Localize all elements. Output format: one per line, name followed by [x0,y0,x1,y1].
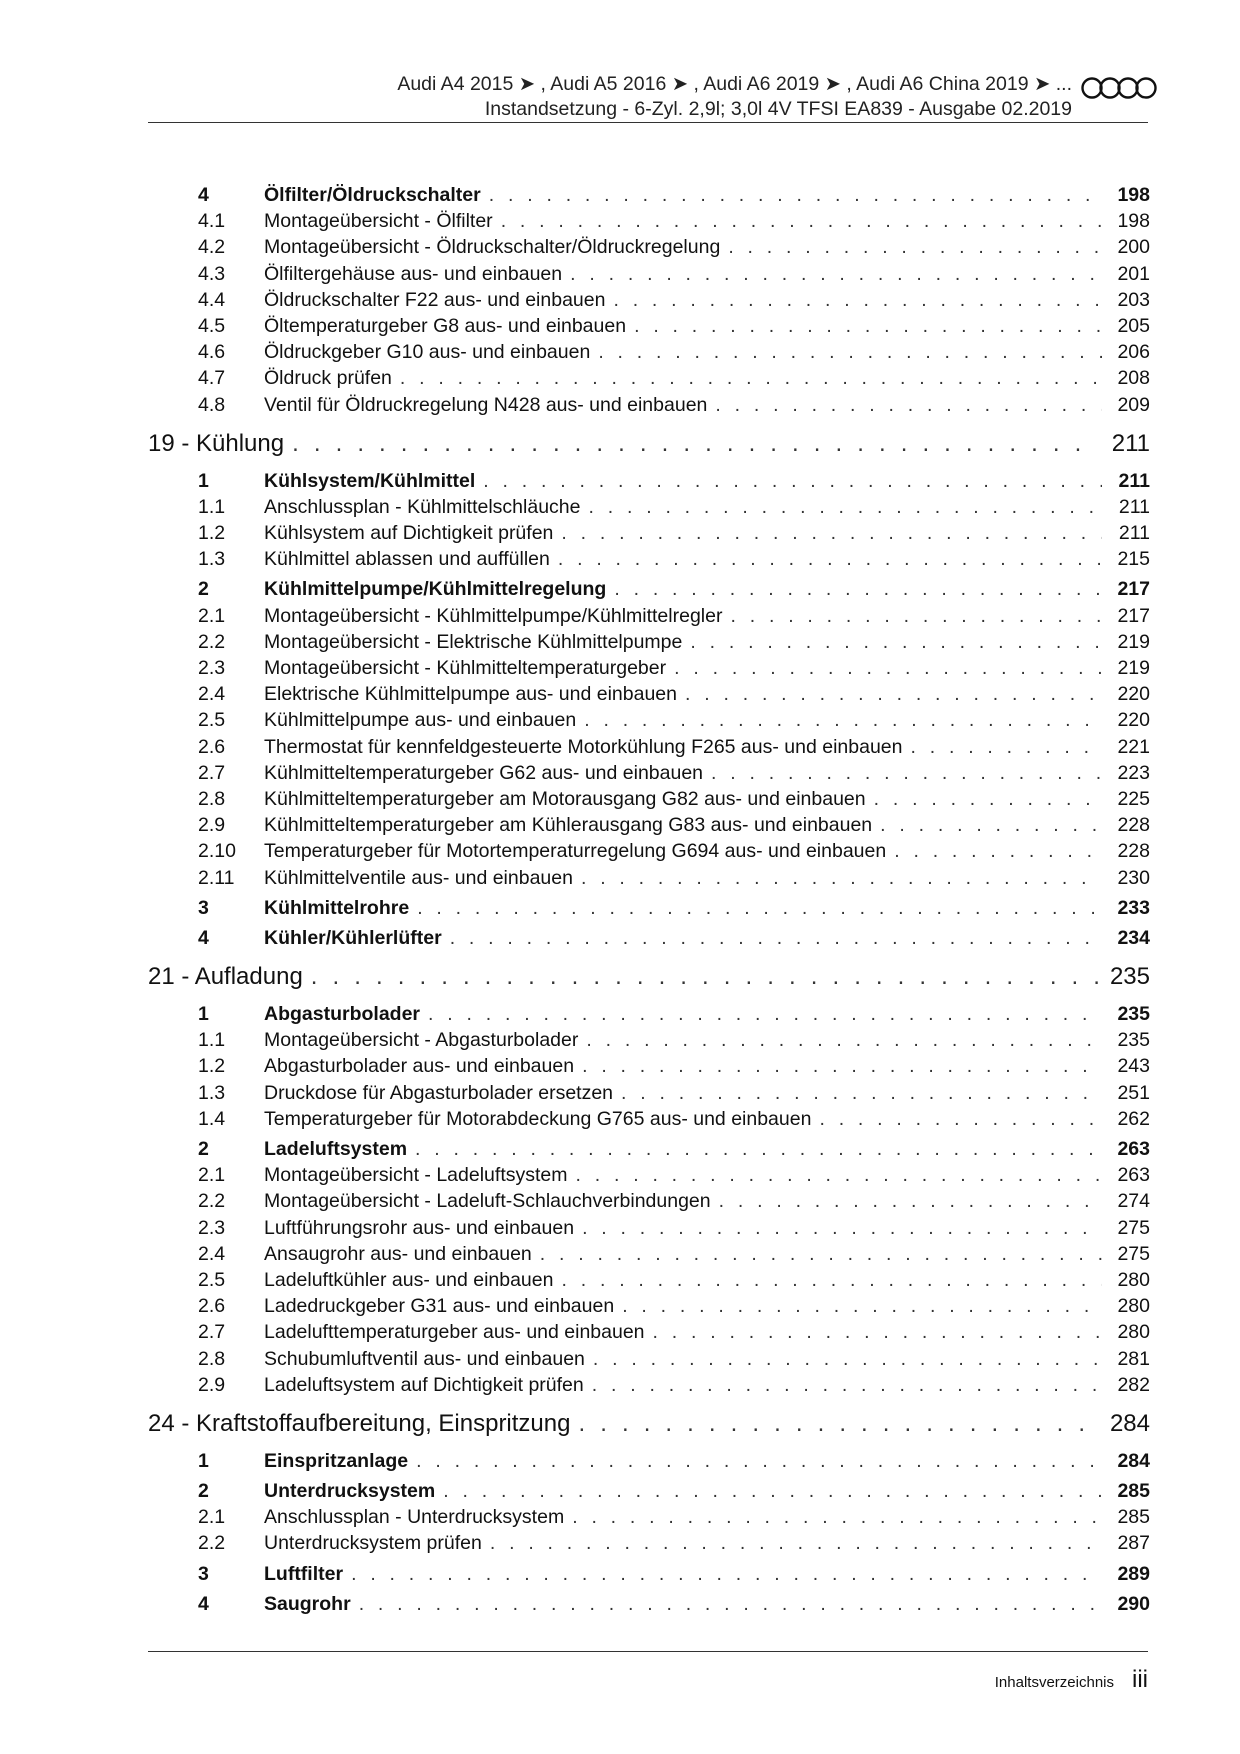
toc-chapter-aufladung[interactable]: 21 - Aufladung . . . 235 [148,963,1150,999]
toc-subsection[interactable]: 2.6 Thermostat für kennfeldgesteuerte Motorkühlung F265 aus- und einbauen . . . 221 [148,736,1150,762]
toc-subsection[interactable]: 4.6 Öldruckgeber G10 aus- und einbauen . . . 206 [148,341,1150,367]
toc-section[interactable]: 2 Ladeluftsystem . . . 263 [148,1138,1150,1164]
footer-section-label: Inhaltsverzeichnis [994,1674,1114,1691]
toc-section[interactable]: 3 Kühlmittelrohre . . . 233 [148,897,1150,923]
toc-subsection[interactable]: 2.3 Montageübersicht - Kühlmitteltemperaturgeber . . . 219 [148,657,1150,683]
toc-subsection[interactable]: 4.8 Ventil für Öldruckregelung N428 aus- und einbauen . . . 209 [148,394,1150,420]
toc-subsection[interactable]: 4.1 Montageübersicht - Ölfilter . . . 198 [148,210,1150,236]
table-of-contents [148,180,1150,1619]
toc-subsection[interactable]: 2.9 Ladeluftsystem auf Dichtigkeit prüfen . . . 282 [148,1374,1150,1400]
toc-subsection[interactable]: 1.1 Montageübersicht - Abgasturbolader . . . 235 [148,1029,1150,1055]
toc-subsection[interactable]: 4.3 Ölfiltergehäuse aus- und einbauen . . . 201 [148,263,1150,289]
toc-subsection[interactable]: 4.4 Öldruckschalter F22 aus- und einbauen . . . 203 [148,289,1150,315]
toc-subsection[interactable]: 2.9 Kühlmitteltemperaturgeber am Kühlerausgang G83 aus- und einbauen . . . 228 [148,814,1150,840]
toc-section[interactable]: 1 Einspritzanlage . . . 284 [148,1450,1150,1476]
toc-section[interactable]: 1 Kühlsystem/Kühlmittel . . . 211 [148,470,1150,496]
toc-subsection[interactable]: 2.8 Kühlmitteltemperaturgeber am Motorausgang G82 aus- und einbauen . . . 225 [148,788,1150,814]
toc-subsection[interactable]: 2.2 Unterdrucksystem prüfen . . . 287 [148,1532,1150,1558]
toc-subsection[interactable]: 2.4 Elektrische Kühlmittelpumpe aus- und einbauen . . . 220 [148,683,1150,709]
toc-subsection[interactable]: 2.10 Temperaturgeber für Motortemperaturregelung G694 aus- und einbauen . . . 228 [148,840,1150,866]
page-number: iii [1132,1666,1148,1693]
toc-subsection[interactable]: 2.8 Schubumluftventil aus- und einbauen . . . 281 [148,1348,1150,1374]
toc-section[interactable]: 3 Luftfilter . . . 289 [148,1563,1150,1589]
toc-subsection[interactable]: 1.2 Kühlsystem auf Dichtigkeit prüfen . . . 211 [148,522,1150,548]
toc-section[interactable]: 1 Abgasturbolader . . . 235 [148,1003,1150,1029]
header-vehicle-line: Audi A4 2015 ➤ , Audi A5 2016 ➤ , Audi A6 2019 ➤ , Audi A6 China 2019 ➤ ... [397,73,1072,95]
toc-subsection[interactable]: 2.5 Kühlmittelpumpe aus- und einbauen . . . 220 [148,709,1150,735]
toc-section[interactable]: 2 Kühlmittelpumpe/Kühlmittelregelung . . . 217 [148,578,1150,604]
toc-subsection[interactable]: 2.5 Ladeluftkühler aus- und einbauen . . . 280 [148,1269,1150,1295]
toc-subsection[interactable]: 2.7 Kühlmitteltemperaturgeber G62 aus- und einbauen . . . 223 [148,762,1150,788]
toc-subsection[interactable]: 1.2 Abgasturbolader aus- und einbauen . . . 243 [148,1055,1150,1081]
toc-subsection[interactable]: 1.1 Anschlussplan - Kühlmittelschläuche . . . 211 [148,496,1150,522]
header-divider [148,122,1148,123]
toc-subsection[interactable]: 4.7 Öldruck prüfen . . . 208 [148,367,1150,393]
footer-divider [148,1651,1148,1652]
toc-subsection[interactable]: 2.1 Montageübersicht - Ladeluftsystem . . . 263 [148,1164,1150,1190]
toc-subsection[interactable]: 2.3 Luftführungsrohr aus- und einbauen . . . 275 [148,1217,1150,1243]
toc-subsection[interactable]: 4.5 Öltemperaturgeber G8 aus- und einbauen . . . 205 [148,315,1150,341]
toc-chapter-kraftstoff[interactable]: 24 - Kraftstoffaufbereitung, Einspritzung . . . 284 [148,1410,1150,1446]
toc-section[interactable]: 4 Saugrohr . . . 290 [148,1593,1150,1619]
toc-subsection[interactable]: 2.2 Montageübersicht - Ladeluft-Schlauchverbindungen . . . 274 [148,1190,1150,1216]
toc-subsection[interactable]: 2.2 Montageübersicht - Elektrische Kühlmittelpumpe . . . 219 [148,631,1150,657]
toc-chapter-kuehlung[interactable]: 19 - Kühlung . . . 211 [148,430,1150,466]
toc-subsection[interactable]: 4.2 Montageübersicht - Öldruckschalter/Öldruckregelung . . . 200 [148,236,1150,262]
toc-section[interactable]: 4 Kühler/Kühlerlüfter . . . 234 [148,927,1150,953]
page-header [397,72,1072,122]
toc-subsection[interactable]: 2.4 Ansaugrohr aus- und einbauen . . . 275 [148,1243,1150,1269]
toc-subsection[interactable]: 2.1 Montageübersicht - Kühlmittelpumpe/Kühlmittelregler . . . 217 [148,605,1150,631]
toc-section[interactable]: 2 Unterdrucksystem . . . 285 [148,1480,1150,1506]
toc-subsection[interactable]: 1.3 Druckdose für Abgasturbolader ersetzen . . . 251 [148,1082,1150,1108]
toc-subsection[interactable]: 2.6 Ladedruckgeber G31 aus- und einbauen . . . 280 [148,1295,1150,1321]
toc-subsection[interactable]: 2.11 Kühlmittelventile aus- und einbauen . . . 230 [148,867,1150,893]
brand-rings-logo [1080,76,1160,100]
toc-subsection[interactable]: 2.7 Ladelufttemperaturgeber aus- und einbauen . . . 280 [148,1321,1150,1347]
toc-subsection[interactable]: 1.4 Temperaturgeber für Motorabdeckung G765 aus- und einbauen . . . 262 [148,1108,1150,1134]
toc-subsection[interactable]: 1.3 Kühlmittel ablassen und auffüllen . . . 215 [148,548,1150,574]
toc-section[interactable]: 4 Ölfilter/Öldruckschalter . . . 198 [148,184,1150,210]
toc-subsection[interactable]: 2.1 Anschlussplan - Unterdrucksystem . . . 285 [148,1506,1150,1532]
header-manual-line: Instandsetzung - 6-Zyl. 2,9l; 3,0l 4V TFSI EA839 - Ausgabe 02.2019 [484,98,1072,120]
page-footer [995,1666,1148,1694]
